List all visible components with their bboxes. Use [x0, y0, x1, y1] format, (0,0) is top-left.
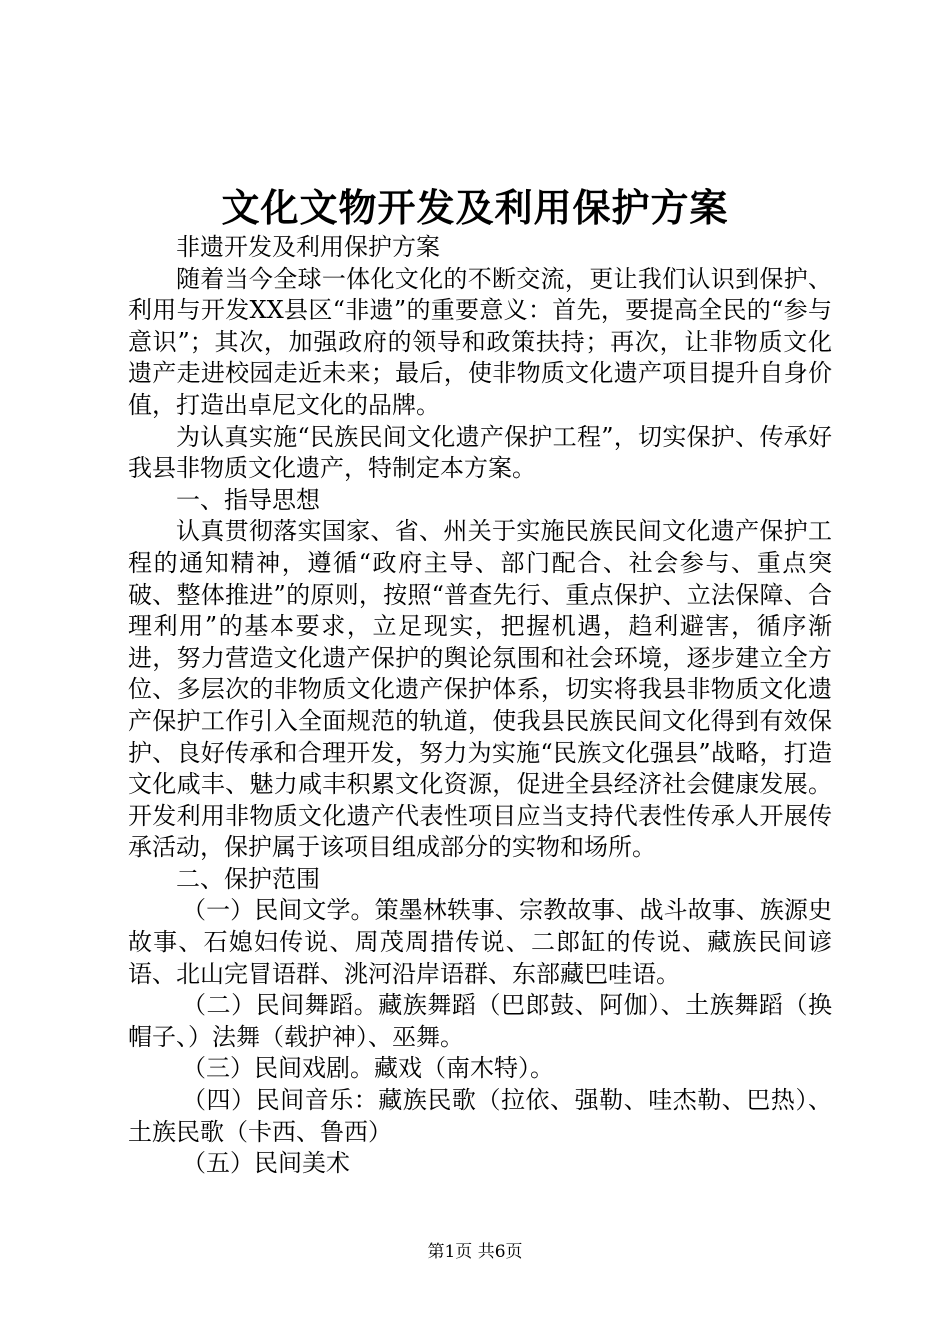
scope-item-folk-literature: （一）民间文学。策墨林轶事、宗教故事、战斗故事、族源史故事、石媳妇传说、周茂周措传说、二郎缸的传说、藏族民间谚语、北山完冒语群、洮河沿岸语群、东部藏巴哇语。 — [128, 896, 832, 988]
intro-paragraph: 随着当今全球一体化文化的不断交流，更让我们认识到保护、利用与开发XX县区“非遗”的重要意义：首先，要提高全民的“参与意识”；其次，加强政府的领导和政策扶持；再次，让非物质文化遗产走进校园走近未来；最后，使非物质文化遗产项目提升自身价值，打造出卓尼文化的品牌。 — [128, 264, 832, 419]
guiding-ideology-paragraph: 认真贯彻落实国家、省、州关于实施民族民间文化遗产保护工程的通知精神，遵循“政府主导、部门配合、社会参与、重点突破、整体推进”的原则，按照“普查先行、重点保护、立法保障、合理利用”的基本要求，立足现实，把握机遇，趋利避害，循序渐进，努力营造文化遗产保护的舆论氛围和社会环境，逐步建立全方位、多层次的非物质文化遗产保护体系，切实将我县非物质文化遗产保护工作引入全面规范的轨道，使我县民族民间文化得到有效保护、良好传承和合理开发，努力为实施“民族文化强县”战略，打造文化咸丰、魅力咸丰积累文化资源，促进全县经济社会健康发展。开发利用非物质文化遗产代表性项目应当支持代表性传承人开展传承活动，保护属于该项目组成部分的实物和场所。 — [128, 517, 832, 862]
section-heading-guiding-ideology: 一、指导思想 — [176, 485, 320, 514]
scope-item-folk-music: （四）民间音乐：藏族民歌（拉依、强勒、哇杰勒、巴热）、土族民歌（卡西、鲁西） — [128, 1086, 832, 1146]
scope-item-folk-art: （五）民间美术 — [182, 1149, 350, 1178]
subtitle-paragraph: 非遗开发及利用保护方案 — [176, 233, 440, 261]
page-footer: 第1页 共6页 — [427, 1242, 523, 1262]
document-title: 文化文物开发及利用保护方案 — [221, 185, 729, 230]
purpose-paragraph: 为认真实施“民族民间文化遗产保护工程”，切实保护、传承好我县非物质文化遗产，特制定本方案。 — [128, 422, 832, 483]
document-body — [128, 232, 832, 1180]
scope-item-folk-dance: （二）民间舞蹈。藏族舞蹈（巴郎鼓、阿伽）、土族舞蹈（换帽子、）法舞（载护神）、巫舞。 — [128, 991, 832, 1051]
section-heading-protection-scope: 二、保护范围 — [176, 864, 320, 893]
scope-item-folk-drama: （三）民间戏剧。藏戏（南木特）。 — [182, 1054, 554, 1083]
